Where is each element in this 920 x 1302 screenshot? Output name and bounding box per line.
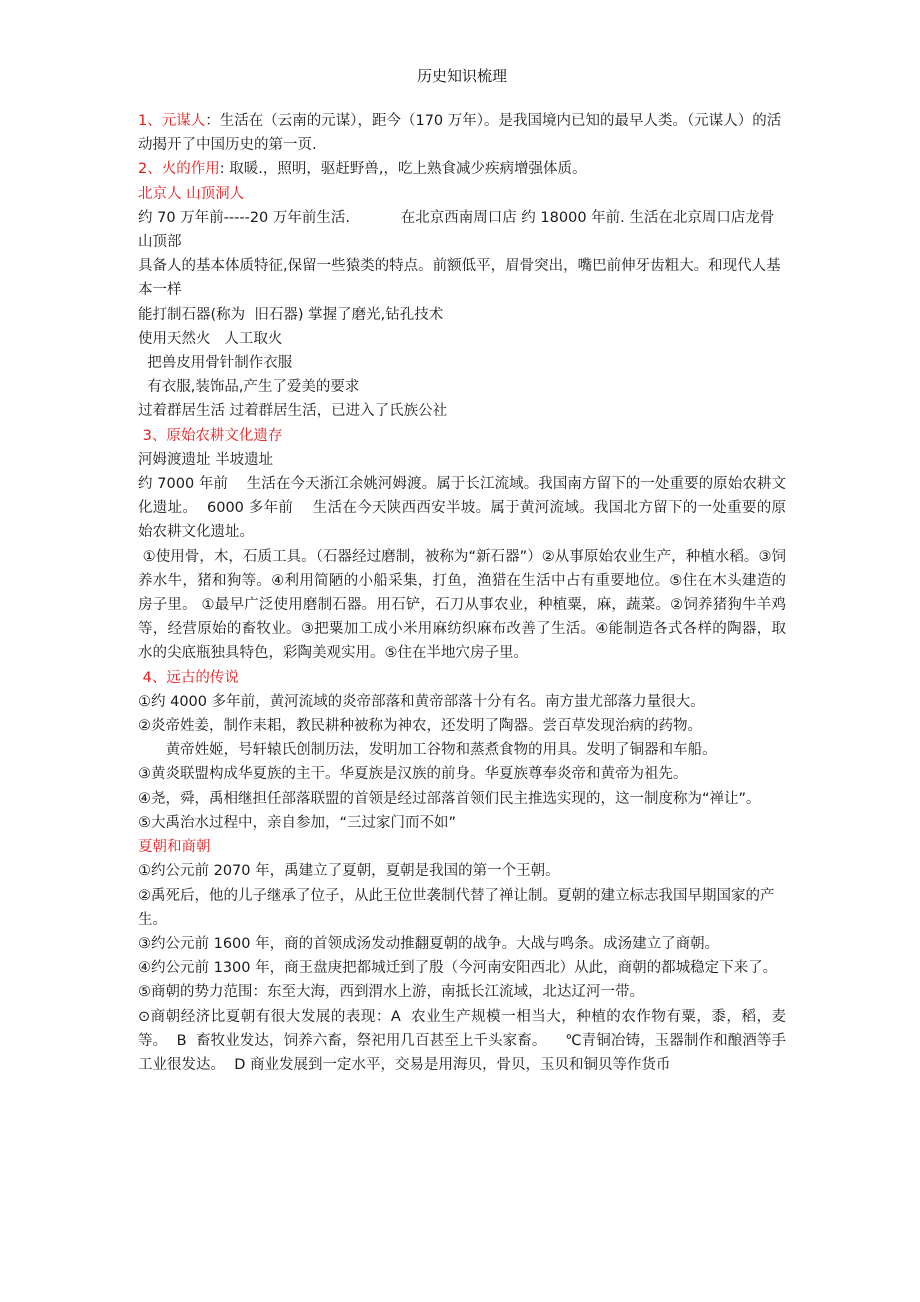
text-paragraph	[138, 762, 786, 786]
paragraph-text: 具备人的基本体质特征,保留一些猿类的特点。前额低平，眉骨突出，嘴巴前伸牙齿粗大。和现代人基本一样	[138, 258, 781, 299]
paragraph-text: ①使用骨，木，石质工具。（石器经过磨制，被称为“新石器”）②从事原始农业生产，种植水稻。③饲养水牛，猪和狗等。④利用简陋的小船采集，打鱼，渔猎在生活中占有重要地位。⑤住在木头建造的房子里。 ①最早广泛使用磨制石器。用石铲，石刀从事农业，种植粟，麻，蔬菜。②饲养猪狗牛羊鸡等，经营原始的畜牧业。③把粟加工成小米用麻纺织麻布改善了生活。④能制造各式各样的陶器，取水的尖底瓶独具特色，彩陶美观实用。⑤住在半地穴房子里。	[138, 548, 786, 662]
text-paragraph	[138, 424, 786, 448]
paragraph-text: ①约 4000 多年前，黄河流域的炎帝部落和黄帝部落十分有名。南方蚩尤部落力量很大。	[138, 693, 705, 710]
text-paragraph	[138, 109, 786, 157]
paragraph-text: ②炎帝姓姜，制作耒耜，教民耕种被称为神农，还发明了陶器。尝百草发现治病的药物。	[138, 718, 702, 735]
section-heading: 4、远古的传说	[138, 669, 239, 686]
paragraph-text: ④尧，舜，禹相继担任部落联盟的首领是经过部落首领们民主推选实现的，这一制度称为“禅让”。	[138, 790, 761, 807]
section-heading: 夏朝和商朝	[138, 839, 211, 856]
paragraph-text: ④约公元前 1300 年，商王盘庚把都城迁到了殷（今河南安阳西北）从此，商朝的都城稳定下来了。	[138, 960, 778, 977]
text-paragraph	[138, 690, 786, 714]
text-paragraph	[138, 157, 786, 181]
text-paragraph	[138, 254, 786, 302]
text-paragraph	[138, 375, 786, 399]
paragraph-text: 能打制石器(称为 旧石器) 掌握了磨光,钻孔技术	[138, 306, 444, 323]
text-paragraph	[138, 1005, 786, 1078]
document-page	[138, 62, 786, 1077]
document-title: 历史知识梳理	[416, 67, 507, 85]
paragraph-text: ③黄炎联盟构成华夏族的主干。华夏族是汉族的前身。华夏族尊奉炎帝和黄帝为祖先。	[138, 766, 688, 783]
text-paragraph	[138, 472, 786, 545]
paragraph-text: 约 70 万年前-----20 万年前生活. 在北京西南周口店 约 18000 年前. 生活在北京周口店龙骨山顶部	[138, 209, 775, 251]
text-paragraph	[138, 545, 786, 666]
text-paragraph	[138, 811, 786, 835]
text-paragraph	[138, 303, 786, 327]
text-paragraph	[138, 351, 786, 375]
text-paragraph	[138, 835, 786, 859]
paragraph-text: ①约公元前 2070 年，禹建立了夏朝，夏朝是我国的第一个王朝。	[138, 863, 560, 880]
paragraph-text: 使用天然火 人工取火	[138, 330, 283, 347]
text-paragraph	[138, 206, 786, 254]
text-paragraph	[138, 182, 786, 206]
section-heading: 2、火的作用	[138, 161, 220, 178]
text-paragraph	[138, 859, 786, 883]
text-paragraph	[138, 399, 786, 423]
paragraph-text: ⊙商朝经济比夏朝有很大发展的表现：A 农业生产规模一相当大，种植的农作物有粟，黍，稻，麦等。 B 畜牧业发达，饲养六畜，祭祀用几百甚至上千头家畜。 ℃青铜冶铸，玉器制作和酿酒等手工业很发达。 D 商业发展到一定水平，交易是用海贝，骨贝，玉贝和铜贝等作货币	[138, 1008, 786, 1073]
paragraph-text: ：生活在（云南的元谋），距今（170 万年）。是我国境内已知的最早人类。（元谋人）的活动揭开了中国历史的第一页.	[138, 113, 782, 154]
paragraph-text: ⑤商朝的势力范围：东至大海，西到渭水上游，南抵长江流域，北达辽河一带。	[138, 984, 644, 1001]
text-paragraph	[138, 980, 786, 1004]
section-heading: 1、元谋人	[138, 113, 206, 129]
section-heading: 北京人 山顶洞人	[138, 185, 245, 202]
text-paragraph	[138, 448, 786, 472]
text-paragraph	[138, 666, 786, 690]
text-paragraph	[138, 956, 786, 980]
paragraph-text: ②禹死后，他的儿子继承了位子，从此王位世袭制代替了禅让制。夏朝的建立标志我国早期国家的产生。	[138, 887, 775, 928]
text-paragraph	[138, 884, 786, 932]
text-paragraph	[138, 932, 786, 956]
document-body	[138, 109, 786, 1077]
paragraph-text: : 取暖.，照明，驱赶野兽,，吃上熟食减少疾病增强体质。	[219, 161, 587, 178]
paragraph-text: 黄帝姓姬，号轩辕氏创制历法，发明加工谷物和蒸煮食物的用具。发明了铜器和车船。	[138, 742, 717, 759]
paragraph-text: 约 7000 年前 生活在今天浙江余姚河姆渡。属于长江流域。我国南方留下的一处重要的原始农耕文化遗址。 6000 多年前 生活在今天陕西西安半坡。属于黄河流域。我国北方留下的一处重要的原始农耕文化遗址。	[138, 476, 786, 541]
text-paragraph	[138, 738, 786, 762]
text-paragraph	[138, 327, 786, 351]
section-heading: 3、原始农耕文化遗存	[138, 427, 283, 444]
paragraph-text: 把兽皮用骨针制作衣服	[138, 355, 293, 372]
paragraph-text: 河姆渡遗址 半坡遗址	[138, 451, 274, 468]
paragraph-text: 有衣服,装饰品,产生了爱美的要求	[138, 379, 360, 396]
paragraph-text: ⑤大禹治水过程中，亲自参加，“三过家门而不如”	[138, 814, 457, 831]
text-paragraph	[138, 787, 786, 811]
text-paragraph	[138, 714, 786, 738]
paragraph-text: ③约公元前 1600 年，商的首领成汤发动推翻夏朝的战争。大战与鸣条。成汤建立了商朝。	[138, 935, 720, 952]
paragraph-text: 过着群居生活 过着群居生活，已进入了氏族公社	[138, 403, 448, 420]
